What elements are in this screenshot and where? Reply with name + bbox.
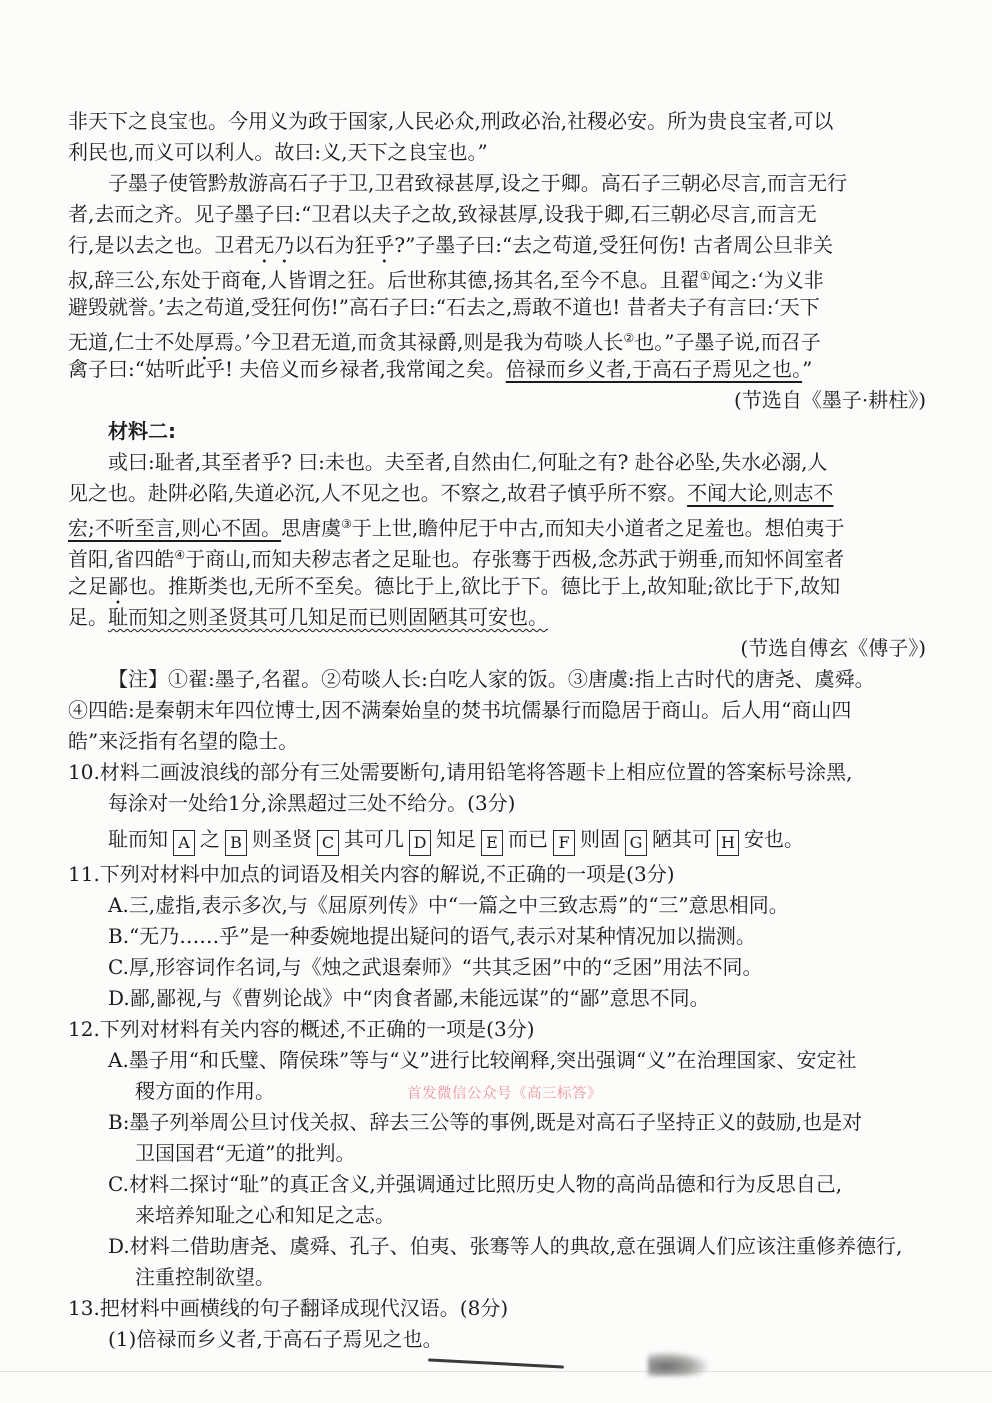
text-segment: 【注】①翟:墨子,名翟。②苟啖人长:白吃人家的饭。③唐虞:指上古时代的唐尧、虞舜。	[108, 667, 875, 691]
text-segment: (1)倍禄而乡义者,于高石子焉见之也。	[108, 1327, 443, 1351]
text-segment: 皓”来泛指有名望的隐士。	[68, 729, 299, 753]
text-segment: 稷方面的作用。	[135, 1079, 275, 1103]
text-segment: 思唐虞	[281, 516, 342, 540]
underlined-text: 宏;不听至言,则心不固。	[68, 516, 282, 540]
text-segment: 卫国国君“无道”的批判。	[135, 1141, 356, 1165]
m2-line-3	[68, 509, 926, 540]
m1-line-2	[68, 137, 926, 168]
text-segment: 于上世,瞻仲尼于中古,而知夫小道者之足羞也。想伯夷于	[351, 516, 845, 540]
text-segment: C.材料二探讨“耻”的真正含义,并强调通过比照历史人物的高尚品德和行为反思自己,	[108, 1172, 843, 1196]
text-segment: 首阳,省四皓	[68, 547, 175, 571]
m2-attribution	[68, 633, 926, 664]
m2-line-6	[68, 602, 926, 633]
text-segment: 耻而知	[108, 827, 168, 851]
q12-option-b-line-1	[68, 1107, 926, 1138]
text-segment: 无道,仁士不处	[68, 330, 195, 354]
m1-line-6	[68, 261, 926, 292]
text-segment: 知足	[436, 827, 476, 851]
text-segment: A.三,虚指,表示多次,与《屈原列传》中“一篇之中三致志焉”的“三”意思相同。	[108, 893, 789, 917]
q12-option-b-line-2	[68, 1138, 926, 1169]
scan-artifact-dark-stroke	[428, 1358, 564, 1368]
text-segment: ”	[802, 357, 813, 381]
q11-stem	[68, 859, 926, 890]
text-segment: 之足	[68, 574, 108, 598]
emphasis-dotted-text: 无乃	[254, 233, 295, 257]
m1-line-7	[68, 292, 926, 323]
text-segment: 11.下列对材料中加点的词语及相关内容的解说,不正确的一项是(3分)	[68, 862, 675, 886]
m2-heading	[68, 416, 926, 447]
answer-box-A: A	[173, 830, 195, 856]
q10-stem-1	[68, 757, 926, 788]
q13-item-1	[68, 1324, 926, 1355]
scan-artifact-page-edge-line	[0, 1371, 992, 1372]
q11-option-a	[68, 890, 926, 921]
emphasis-dotted-text: 厚	[194, 330, 215, 354]
text-segment: 之	[200, 827, 220, 851]
m2-line-1	[68, 447, 926, 478]
text-segment: 其可几	[344, 827, 404, 851]
q12-stem	[68, 1014, 926, 1045]
notes-line-3	[68, 726, 926, 757]
q10-stem-2	[68, 788, 926, 819]
m1-line-8	[68, 323, 926, 354]
m1-line-1	[68, 106, 926, 137]
text-segment: 陋其可	[652, 827, 712, 851]
q10-answer-strip	[68, 819, 926, 859]
answer-box-E: E	[481, 830, 503, 856]
answer-box-F: F	[553, 830, 575, 856]
text-segment: 10.材料二画波浪线的部分有三处需要断句,请用铅笔将答题卡上相应位置的答案标号涂黑,	[68, 760, 853, 784]
text-segment: 也。推斯类也,无所不至矣。德比于上,欲比于下。德比于上,故知耻;欲比于下,故知	[128, 574, 841, 598]
answer-box-G: G	[625, 830, 647, 856]
q13-stem	[68, 1293, 926, 1324]
answer-box-H: H	[717, 830, 739, 856]
footnote-marker: ②	[623, 331, 635, 345]
watermark: 首发微信公众号《高三标答》	[407, 1086, 602, 1102]
text-segment: 于商山,而知夫秽志者之足耻也。存张骞于西极,念苏武于朔垂,而知怀闾室者	[185, 547, 845, 571]
text-segment: 禽子曰:“姑听此乎! 夫倍义而乡禄者,我常闻之矣。	[68, 357, 506, 381]
text-segment: 安也。	[744, 827, 804, 851]
text-segment: B.“无乃……乎”是一种委婉地提出疑问的语气,表示对某种情况加以揣测。	[108, 924, 756, 948]
text-segment: 来培养知耻之心和知足之志。	[135, 1203, 395, 1227]
text-segment: 12.下列对材料有关内容的概述,不正确的一项是(3分)	[68, 1017, 535, 1041]
underlined-text: 倍禄而乡义者,于高石子焉见之也。	[505, 357, 803, 381]
notes-line-1	[68, 664, 926, 695]
q11-option-c	[68, 952, 926, 983]
m2-line-5	[68, 571, 926, 602]
text-segment: 注重控制欲望。	[135, 1265, 275, 1289]
text-segment: ④四皓:是秦朝末年四位博士,因不满秦始皇的焚书坑儒暴行而隐居于商山。后人用“商山四	[68, 698, 852, 722]
scan-artifact-smudge	[648, 1352, 708, 1376]
q12-option-c-line-2	[68, 1200, 926, 1231]
text-segment: 以石为狂	[294, 233, 375, 257]
m1-line-3	[68, 168, 926, 199]
wavy-underlined-text: 耻而知之则圣贤其可几知足而已则固陋其可安也。	[108, 605, 548, 629]
text-segment: C.厚,形容词作名词,与《烛之武退秦师》“共其乏困”中的“乏困”用法不同。	[108, 955, 763, 979]
text-segment: 则固	[580, 827, 620, 851]
emphasis-dotted-text: 乎	[374, 233, 395, 257]
text-segment: 利民也,而义可以利人。故曰:义,天下之良宝也。”	[68, 140, 488, 164]
m2-line-4	[68, 540, 926, 571]
text-segment: 非天下之良宝也。今用义为政于国家,人民必众,刑政必治,社稷必安。所为贵良宝者,可以	[68, 109, 834, 133]
underlined-text: 不闻大论,则志不	[687, 481, 834, 505]
text-segment: B:墨子列举周公旦讨伐关叔、辞去三公等的事例,既是对高石子坚持正义的鼓励,也是对	[108, 1110, 863, 1134]
text-segment: 则圣贤	[252, 827, 312, 851]
text-segment: 者,去而之齐。见子墨子曰:“卫君以夫子之故,致禄甚厚,设我于卿,石三朝必尽言,而言无	[68, 202, 817, 226]
footnote-marker: ④	[174, 548, 186, 562]
q11-option-d	[68, 983, 926, 1014]
text-segment: 每涂对一处给1分,涂黑超过三处不给分。(3分)	[108, 791, 516, 815]
text-segment: 焉。’今卫君无道,而贪其禄爵,则是我为苟啖人长	[214, 330, 624, 354]
text-segment: 叔,辞三公,东处于商奄,人皆谓之狂。后世称其德,扬其名,至今不息。且翟	[68, 268, 700, 292]
m1-attribution	[68, 385, 926, 416]
text-segment: 或曰:耻者,其至者乎? 曰:未也。夫至者,自然由仁,何耻之有? 赴谷必坠,失水必溺,人	[108, 450, 828, 474]
answer-box-D: D	[409, 830, 431, 856]
q12-option-d-line-1	[68, 1231, 926, 1262]
text-segment: (节选自《墨子·耕柱》)	[734, 388, 926, 412]
emphasis-dotted-text: 鄙	[108, 574, 128, 598]
q12-option-d-line-2	[68, 1262, 926, 1293]
text-segment: (节选自傅玄《傅子》)	[740, 636, 926, 660]
text-segment: 子墨子使管黔敖游高石子于卫,卫君致禄甚厚,设之于卿。高石子三朝必尽言,而言无行	[108, 171, 848, 195]
footnote-marker: ③	[341, 517, 352, 531]
text-segment: A.墨子用“和氏璧、隋侯珠”等与“义”进行比较阐释,突出强调“义”在治理国家、安定社	[108, 1048, 857, 1072]
text-segment: D.鄙,鄙视,与《曹刿论战》中“肉食者鄙,未能远谋”的“鄙”意思不同。	[108, 986, 710, 1010]
text-segment: D.材料二借助唐尧、虞舜、孔子、伯夷、张骞等人的典故,意在强调人们应该注重修养德行,	[108, 1234, 903, 1258]
text-segment: 避毁就誉。’去之苟道,受狂何伤!”高石子曰:“石去之,焉敢不道也! 昔者夫子有言曰:‘天下	[68, 295, 820, 319]
text-segment: 足。	[68, 605, 108, 629]
footnote-marker: ①	[699, 269, 711, 283]
text-segment: 行,是以去之也。卫君	[68, 233, 255, 257]
answer-box-B: B	[225, 830, 247, 856]
text-segment: 13.把材料中画横线的句子翻译成现代汉语。(8分)	[68, 1296, 509, 1320]
notes-line-2	[68, 695, 926, 726]
m1-line-4	[68, 199, 926, 230]
q11-option-b	[68, 921, 926, 952]
text-segment: 也。”子墨子说,而召子	[634, 330, 821, 354]
m1-line-9	[68, 354, 926, 385]
q12-option-a-line-1	[68, 1045, 926, 1076]
m1-line-5	[68, 230, 926, 261]
text-segment: 见之也。赴阱必陷,失道必沉,人不见之也。不察之,故君子慎乎所不察。	[68, 481, 688, 505]
answer-box-C: C	[317, 830, 339, 856]
text-segment: 闻之:‘为义非	[710, 268, 824, 292]
text-segment: 而已	[508, 827, 548, 851]
m2-line-2	[68, 478, 926, 509]
text-segment: 材料二:	[108, 419, 176, 443]
text-segment: ?”子墨子曰:“去之苟道,受狂何伤! 古者周公旦非关	[394, 233, 834, 257]
q12-option-c-line-1	[68, 1169, 926, 1200]
